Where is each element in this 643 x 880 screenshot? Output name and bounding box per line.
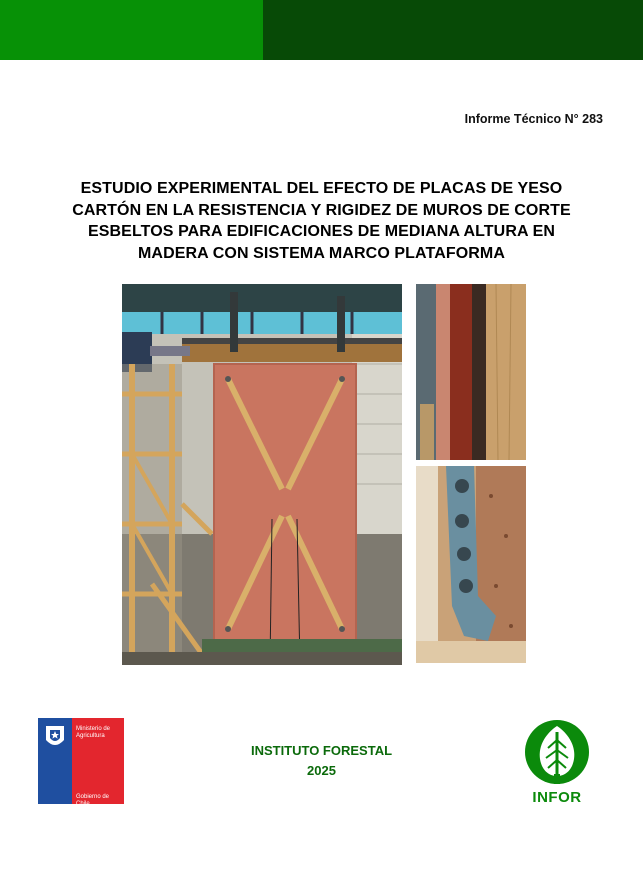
header-band-right xyxy=(263,0,643,60)
gov-logo-line-2: Agricultura xyxy=(76,733,105,739)
institute-block xyxy=(190,741,453,781)
title-line-2: CARTÓN EN LA RESISTENCIA Y RIGIDEZ DE MUROS DE CORTE xyxy=(72,201,571,219)
report-number: Informe Técnico N° 283 xyxy=(464,112,603,126)
report-title xyxy=(30,178,613,264)
title-line-1: ESTUDIO EXPERIMENTAL DEL EFECTO DE PLACAS DE YESO xyxy=(80,180,563,197)
infor-logo-text: INFOR xyxy=(532,789,582,806)
publication-year: 2025 xyxy=(307,763,336,778)
steel-anchor-detail-photo xyxy=(416,466,526,663)
wall-test-photo xyxy=(122,284,402,665)
wall-edge-detail-photo xyxy=(416,284,526,460)
header-band-left xyxy=(0,0,263,60)
gov-logo-line-1: Ministerio de xyxy=(76,726,111,732)
gov-chile-logo xyxy=(38,718,124,807)
institute-name: INSTITUTO FORESTAL xyxy=(250,743,393,758)
title-line-4: MADERA CON SISTEMA MARCO PLATAFORMA xyxy=(137,244,506,262)
title-line-3: ESBELTOS PARA EDIFICACIONES DE MEDIANA ALTURA EN xyxy=(87,223,556,240)
gov-logo-line-3: Gobierno de Chile xyxy=(76,794,110,807)
